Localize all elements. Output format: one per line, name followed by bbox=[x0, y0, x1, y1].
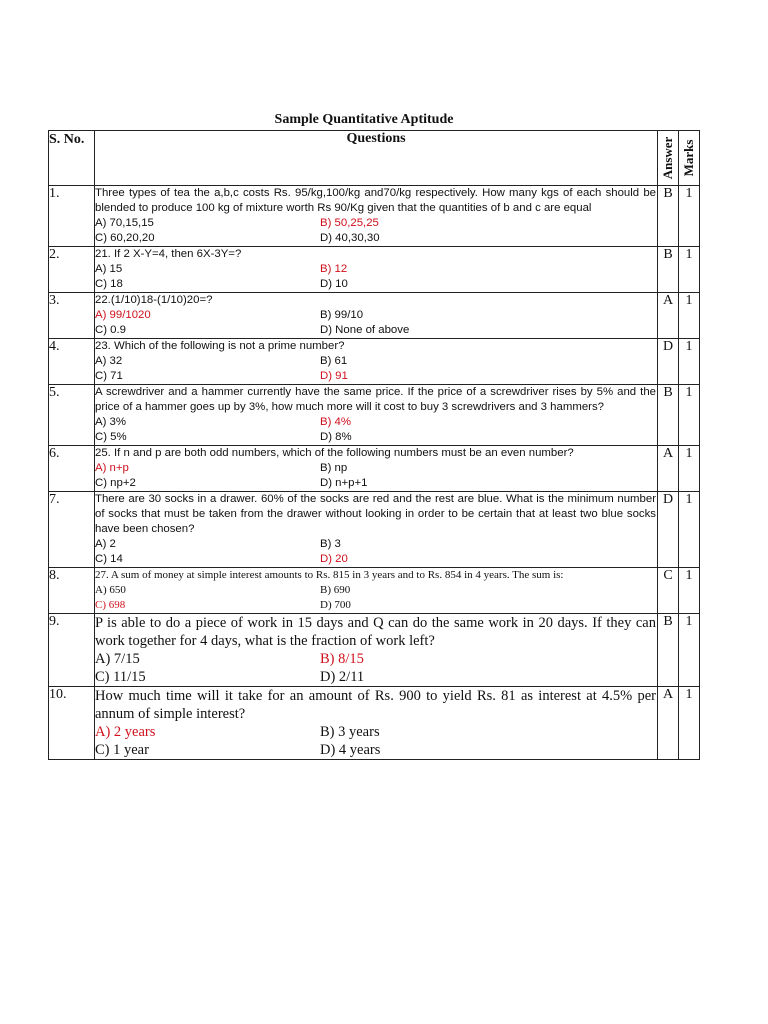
option: D) 8% bbox=[320, 431, 352, 443]
options-grid bbox=[95, 354, 657, 384]
question-cell bbox=[95, 186, 658, 247]
option: C) 11/15 bbox=[95, 669, 146, 685]
option: A) 7/15 bbox=[95, 651, 140, 667]
options-grid bbox=[95, 415, 657, 445]
option: B) 3 bbox=[320, 538, 341, 550]
question-table bbox=[48, 130, 700, 760]
options-grid bbox=[95, 583, 657, 613]
option: B) 99/10 bbox=[320, 309, 364, 321]
header-questions: Questions bbox=[95, 131, 658, 186]
table-row bbox=[49, 446, 700, 492]
marks-cell: 1 bbox=[679, 687, 700, 760]
answer-cell: B bbox=[658, 385, 679, 446]
options-grid bbox=[95, 537, 657, 567]
question-cell bbox=[95, 385, 658, 446]
header-answer-label: Answer bbox=[660, 136, 675, 180]
serial-number: 8. bbox=[49, 568, 95, 614]
table-row bbox=[49, 293, 700, 339]
table-row bbox=[49, 247, 700, 293]
table-row bbox=[49, 614, 700, 687]
question-text: Three types of tea the a,b,c costs Rs. 95/kg,100/kg and70/kg respectively. How many kgs of each should be blended to produce 100 kg of mixture worth Rs 90/Kg given that the quantities of b and c are equal bbox=[95, 187, 656, 214]
serial-number: 3. bbox=[49, 293, 95, 339]
serial-number: 6. bbox=[49, 446, 95, 492]
option: B) 61 bbox=[320, 355, 348, 367]
table-row bbox=[49, 568, 700, 614]
answer-cell: B bbox=[658, 247, 679, 293]
option: D) 700 bbox=[320, 599, 351, 611]
option: D) None of above bbox=[320, 324, 410, 336]
marks-cell: 1 bbox=[679, 492, 700, 568]
page-title: Sample Quantitative Aptitude bbox=[274, 112, 454, 127]
question-cell bbox=[95, 446, 658, 492]
option: B) 690 bbox=[320, 584, 351, 596]
marks-cell: 1 bbox=[679, 385, 700, 446]
option-correct: B) 8/15 bbox=[320, 651, 364, 667]
question-cell bbox=[95, 293, 658, 339]
option: A) 15 bbox=[95, 263, 123, 275]
table-row bbox=[49, 687, 700, 760]
table-row bbox=[49, 339, 700, 385]
question-text: There are 30 socks in a drawer. 60% of the socks are red and the rest are blue. What is the minimum number of socks that must be taken from the drawer without looking in order to be certain that at least two blue socks have been chosen? bbox=[95, 493, 656, 535]
option: C) 18 bbox=[95, 278, 123, 290]
header-marks bbox=[679, 131, 700, 186]
option: A) 32 bbox=[95, 355, 123, 367]
serial-number: 10. bbox=[49, 687, 95, 760]
option-correct: B) 50,25,25 bbox=[320, 217, 379, 229]
question-text: 22.(1/10)18-(1/10)20=? bbox=[95, 294, 213, 306]
question-cell bbox=[95, 339, 658, 385]
option: C) 0.9 bbox=[95, 324, 127, 336]
marks-cell: 1 bbox=[679, 446, 700, 492]
option: A) 70,15,15 bbox=[95, 217, 154, 229]
serial-number: 7. bbox=[49, 492, 95, 568]
question-text: How much time will it take for an amount of Rs. 900 to yield Rs. 81 as interest at 4.5% per annum of simple interest? bbox=[95, 688, 656, 722]
option-correct: B) 12 bbox=[320, 263, 348, 275]
table-row bbox=[49, 385, 700, 446]
answer-cell: C bbox=[658, 568, 679, 614]
option: C) 1 year bbox=[95, 742, 149, 758]
option: A) 650 bbox=[95, 584, 126, 596]
answer-cell: B bbox=[658, 186, 679, 247]
option-correct: A) n+p bbox=[95, 462, 129, 474]
question-cell bbox=[95, 247, 658, 293]
option: C) np+2 bbox=[95, 477, 136, 489]
answer-cell: A bbox=[658, 687, 679, 760]
option: C) 60,20,20 bbox=[95, 232, 155, 244]
serial-number: 5. bbox=[49, 385, 95, 446]
header-answer bbox=[658, 131, 679, 186]
option: A) 2 bbox=[95, 538, 116, 550]
option-correct: A) 99/1020 bbox=[95, 309, 151, 321]
option: D) 4 years bbox=[320, 742, 381, 758]
answer-cell: D bbox=[658, 339, 679, 385]
question-cell bbox=[95, 687, 658, 760]
options-grid bbox=[95, 650, 657, 686]
question-text: 21. If 2 X-Y=4, then 6X-3Y=? bbox=[95, 248, 242, 260]
answer-cell: A bbox=[658, 293, 679, 339]
option: C) 5% bbox=[95, 431, 127, 443]
marks-cell: 1 bbox=[679, 293, 700, 339]
option-correct: B) 4% bbox=[320, 416, 352, 428]
marks-cell: 1 bbox=[679, 568, 700, 614]
question-text: 25. If n and p are both odd numbers, which of the following numbers must be an even number? bbox=[95, 447, 574, 459]
option: D) 10 bbox=[320, 278, 348, 290]
marks-cell: 1 bbox=[679, 339, 700, 385]
answer-cell: B bbox=[658, 614, 679, 687]
option: B) 3 years bbox=[320, 724, 380, 740]
option: D) 2/11 bbox=[320, 669, 365, 685]
question-text: P is able to do a piece of work in 15 days and Q can do the same work in 20 days. If they can work together for 4 days, what is the fraction of work left? bbox=[95, 615, 656, 649]
marks-cell: 1 bbox=[679, 614, 700, 687]
question-text: 27. A sum of money at simple interest amounts to Rs. 815 in 3 years and to Rs. 854 in 4 years. The sum is: bbox=[95, 569, 564, 581]
question-text: 23. Which of the following is not a prime number? bbox=[95, 340, 345, 352]
table-header-row bbox=[49, 131, 700, 186]
option-correct: C) 698 bbox=[95, 599, 126, 611]
options-grid bbox=[95, 308, 657, 338]
serial-number: 9. bbox=[49, 614, 95, 687]
option: D) 40,30,30 bbox=[320, 232, 380, 244]
options-grid bbox=[95, 216, 657, 246]
question-cell bbox=[95, 614, 658, 687]
answer-cell: D bbox=[658, 492, 679, 568]
serial-number: 1. bbox=[49, 186, 95, 247]
option: C) 14 bbox=[95, 553, 123, 565]
option: B) np bbox=[320, 462, 348, 474]
options-grid bbox=[95, 262, 657, 292]
option: C) 71 bbox=[95, 370, 123, 382]
header-marks-label: Marks bbox=[681, 139, 696, 177]
question-cell bbox=[95, 492, 658, 568]
option-correct: A) 2 years bbox=[95, 724, 156, 740]
option-correct: D) 91 bbox=[320, 370, 348, 382]
marks-cell: 1 bbox=[679, 186, 700, 247]
option: D) n+p+1 bbox=[320, 477, 368, 489]
question-text: A screwdriver and a hammer currently have the same price. If the price of a screwdriver rises by 5% and the price of a hammer goes up by 3%, how much more will it cost to buy 3 screwdrivers and 3 hammers? bbox=[95, 386, 656, 413]
table-row bbox=[49, 186, 700, 247]
serial-number: 4. bbox=[49, 339, 95, 385]
options-grid bbox=[95, 723, 657, 759]
option-correct: D) 20 bbox=[320, 553, 348, 565]
answer-cell: A bbox=[658, 446, 679, 492]
header-sno: S. No. bbox=[49, 131, 95, 186]
question-cell bbox=[95, 568, 658, 614]
marks-cell: 1 bbox=[679, 247, 700, 293]
options-grid bbox=[95, 461, 657, 491]
table-row bbox=[49, 492, 700, 568]
option: A) 3% bbox=[95, 416, 127, 428]
serial-number: 2. bbox=[49, 247, 95, 293]
